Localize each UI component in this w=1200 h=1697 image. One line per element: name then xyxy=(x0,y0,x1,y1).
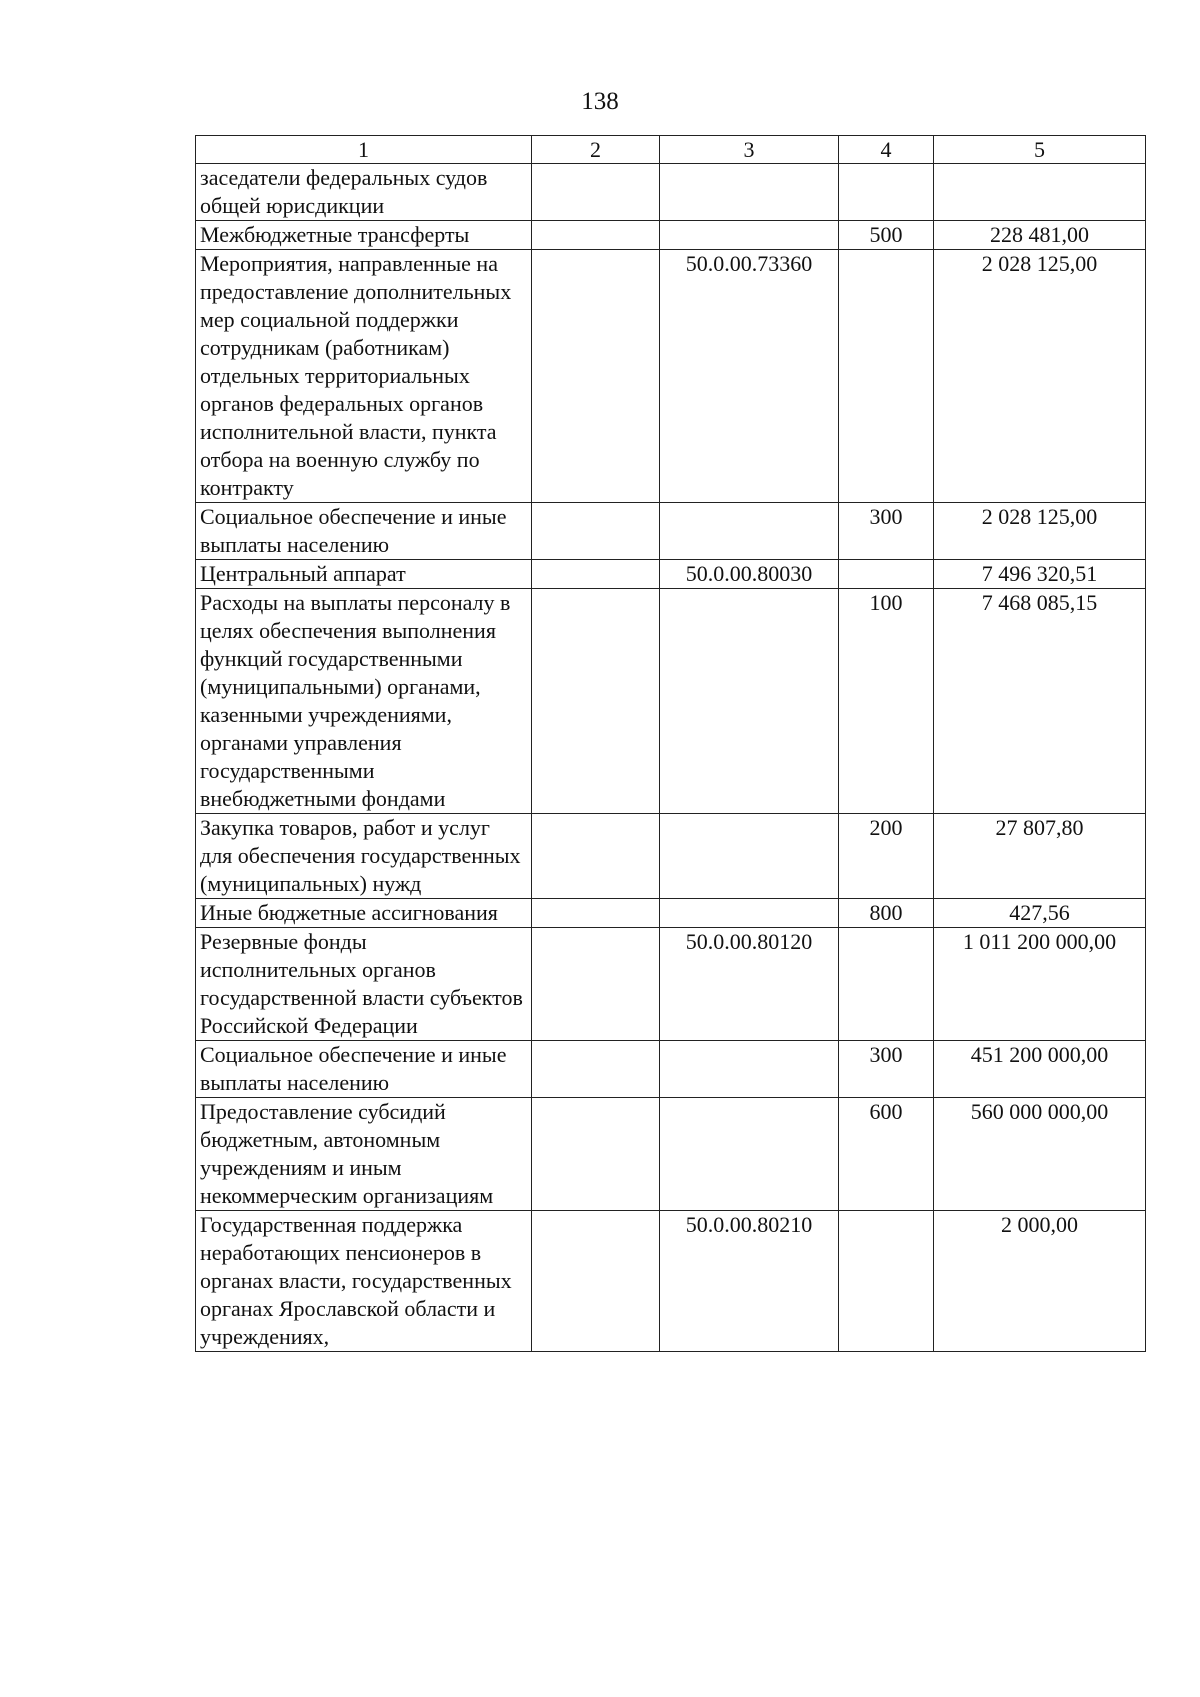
expense-type-cell xyxy=(839,250,934,503)
expense-name-cell: Государственная поддержка неработающих пенсионеров в органах власти, государственных органах Ярославской области и учреждениях, xyxy=(196,1211,532,1352)
expense-name-cell: Межбюджетные трансферты xyxy=(196,221,532,250)
expense-name-cell: Закупка товаров, работ и услуг для обеспечения государственных (муниципальных) нужд xyxy=(196,814,532,899)
target-code-cell: 50.0.00.73360 xyxy=(660,250,839,503)
table-row xyxy=(196,899,1146,928)
column-2-cell xyxy=(532,164,660,221)
expense-type-cell: 300 xyxy=(839,1041,934,1098)
expense-type-cell: 100 xyxy=(839,589,934,814)
amount-cell: 560 000 000,00 xyxy=(934,1098,1146,1211)
expense-name-cell: Центральный аппарат xyxy=(196,560,532,589)
table-header-row xyxy=(196,136,1146,164)
table-row xyxy=(196,1211,1146,1352)
amount-cell: 2 028 125,00 xyxy=(934,250,1146,503)
column-2-cell xyxy=(532,1041,660,1098)
expense-type-cell: 800 xyxy=(839,899,934,928)
amount-cell: 7 496 320,51 xyxy=(934,560,1146,589)
table-row xyxy=(196,560,1146,589)
expense-name-cell: Резервные фонды исполнительных органов государственной власти субъектов Российской Федерации xyxy=(196,928,532,1041)
table-row xyxy=(196,589,1146,814)
column-2-cell xyxy=(532,1098,660,1211)
expense-type-cell: 600 xyxy=(839,1098,934,1211)
page-number: 138 xyxy=(581,88,619,115)
expense-name-cell: Социальное обеспечение и иные выплаты населению xyxy=(196,1041,532,1098)
expense-name-cell: Социальное обеспечение и иные выплаты населению xyxy=(196,503,532,560)
expense-type-cell xyxy=(839,164,934,221)
table-body xyxy=(196,164,1146,1352)
table-row xyxy=(196,164,1146,221)
amount-cell: 7 468 085,15 xyxy=(934,589,1146,814)
table-row xyxy=(196,1098,1146,1211)
expense-name-cell: заседатели федеральных судов общей юрисдикции xyxy=(196,164,532,221)
target-code-cell xyxy=(660,814,839,899)
amount-cell: 2 028 125,00 xyxy=(934,503,1146,560)
column-2-cell xyxy=(532,928,660,1041)
target-code-cell xyxy=(660,221,839,250)
expense-type-cell: 300 xyxy=(839,503,934,560)
header-col-1: 1 xyxy=(196,136,532,164)
budget-table xyxy=(195,135,1146,1352)
expense-name-cell: Иные бюджетные ассигнования xyxy=(196,899,532,928)
target-code-cell: 50.0.00.80030 xyxy=(660,560,839,589)
column-2-cell xyxy=(532,560,660,589)
table-row xyxy=(196,928,1146,1041)
target-code-cell xyxy=(660,589,839,814)
amount-cell: 451 200 000,00 xyxy=(934,1041,1146,1098)
table-row xyxy=(196,250,1146,503)
expense-type-cell xyxy=(839,1211,934,1352)
table-row xyxy=(196,1041,1146,1098)
target-code-cell xyxy=(660,1098,839,1211)
expense-name-cell: Мероприятия, направленные на предоставление дополнительных мер социальной поддержки сотрудникам (работникам) отдельных территориальных органов федеральных органов исполнительной власти, пункта отбора на военную службу по контракту xyxy=(196,250,532,503)
column-2-cell xyxy=(532,814,660,899)
expense-type-cell: 200 xyxy=(839,814,934,899)
amount-cell: 1 011 200 000,00 xyxy=(934,928,1146,1041)
column-2-cell xyxy=(532,589,660,814)
column-2-cell xyxy=(532,503,660,560)
amount-cell xyxy=(934,164,1146,221)
expense-type-cell xyxy=(839,928,934,1041)
expense-name-cell: Расходы на выплаты персоналу в целях обеспечения выполнения функций государственными (муниципальными) органами, казенными учреждениями, органами управления государственными внебюджетными фондами xyxy=(196,589,532,814)
target-code-cell xyxy=(660,503,839,560)
amount-cell: 2 000,00 xyxy=(934,1211,1146,1352)
column-2-cell xyxy=(532,1211,660,1352)
amount-cell: 27 807,80 xyxy=(934,814,1146,899)
header-col-4: 4 xyxy=(839,136,934,164)
expense-type-cell xyxy=(839,560,934,589)
expense-name-cell: Предоставление субсидий бюджетным, автономным учреждениям и иным некоммерческим организациям xyxy=(196,1098,532,1211)
target-code-cell xyxy=(660,164,839,221)
table-row xyxy=(196,503,1146,560)
table-row xyxy=(196,221,1146,250)
column-2-cell xyxy=(532,899,660,928)
expense-type-cell: 500 xyxy=(839,221,934,250)
column-2-cell xyxy=(532,221,660,250)
header-col-5: 5 xyxy=(934,136,1146,164)
header-col-3: 3 xyxy=(660,136,839,164)
target-code-cell: 50.0.00.80210 xyxy=(660,1211,839,1352)
target-code-cell xyxy=(660,899,839,928)
target-code-cell: 50.0.00.80120 xyxy=(660,928,839,1041)
amount-cell: 228 481,00 xyxy=(934,221,1146,250)
column-2-cell xyxy=(532,250,660,503)
table-row xyxy=(196,814,1146,899)
target-code-cell xyxy=(660,1041,839,1098)
header-col-2: 2 xyxy=(532,136,660,164)
amount-cell: 427,56 xyxy=(934,899,1146,928)
